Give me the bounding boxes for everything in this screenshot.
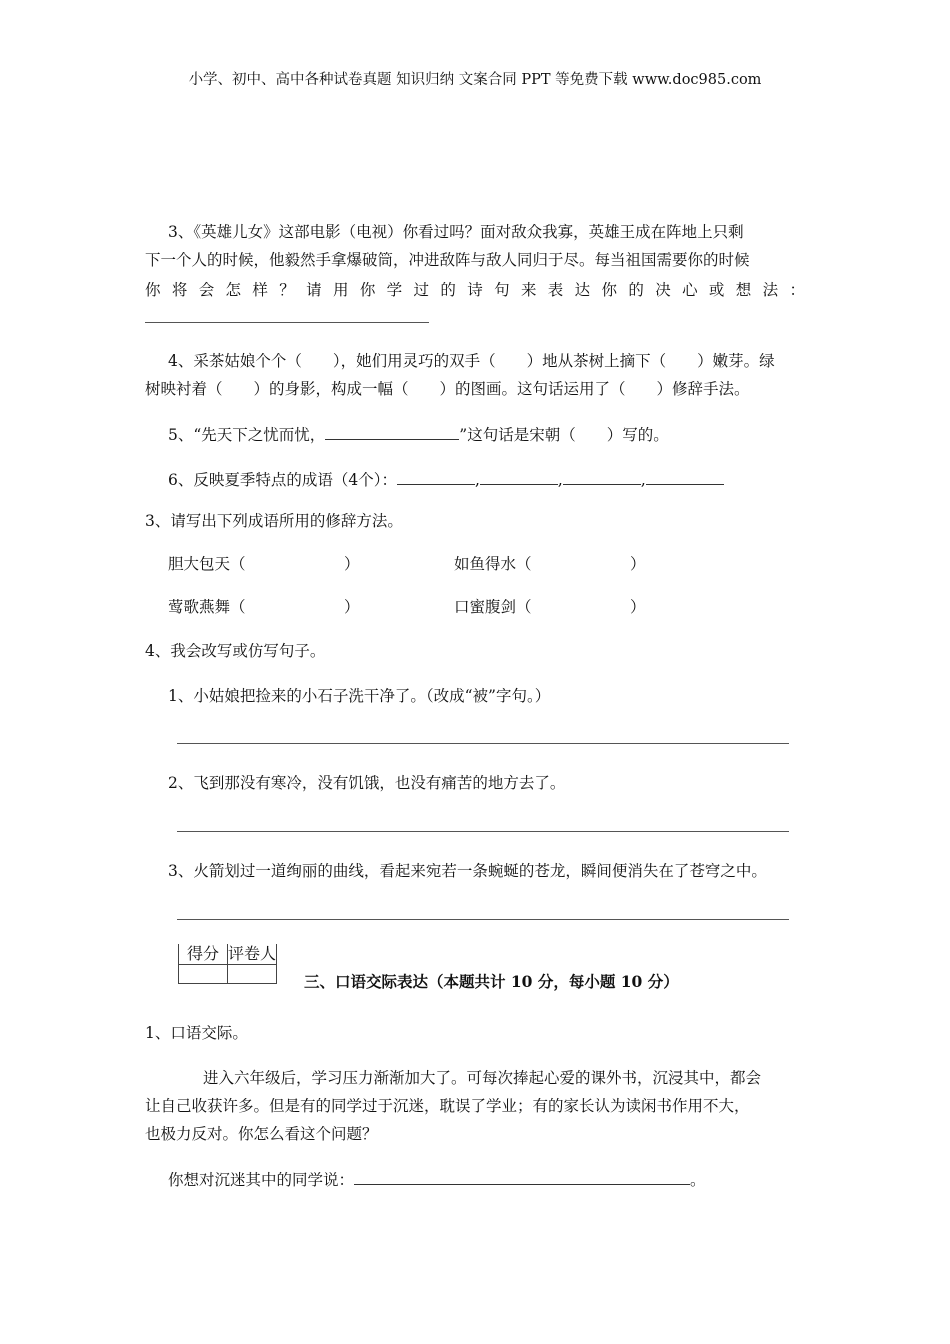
grader-label: 评卷人 (228, 944, 277, 963)
rewrite-item-1: 1、小姑娘把捡来的小石子洗干净了。（改成“被”字句。） (168, 687, 551, 705)
q5-line (168, 423, 669, 445)
rewrite-answer-line-3[interactable] (177, 919, 789, 920)
answer-end: 。 (690, 1171, 706, 1189)
section3-para-line3: 也极力反对。你怎么看这个问题？ (145, 1125, 378, 1143)
answer-blank[interactable] (354, 1168, 690, 1185)
rewrite-answer-line-1[interactable] (177, 743, 789, 744)
q3-answer-line[interactable] (145, 322, 429, 323)
q6-sep-3: , (640, 471, 646, 489)
rhetoric-close-3: ） (344, 598, 360, 616)
section3-para-line2: 让自己收获许多。但是有的同学过于沉迷，耽误了学业；有的家长认为读闲书作用不大， (145, 1097, 750, 1115)
q6-label: 6、反映夏季特点的成语（4个）： (168, 471, 397, 489)
q6-sep-2: , (557, 471, 563, 489)
q6-blank-3[interactable] (563, 468, 641, 485)
q6-blank-4[interactable] (646, 468, 724, 485)
q5-before: 5、“先天下之忧而忧， (168, 426, 326, 444)
q3-line2: 下一个人的时候，他毅然手拿爆破筒，冲进敌阵与敌人同归于尽。每当祖国需要你的时候 (145, 251, 750, 269)
q6-sep-1: , (474, 471, 480, 489)
q3-line1: 3、《英雄儿女》这部电影（电视）你看过吗？面对敌众我寡，英雄王成在阵地上只剩 (168, 223, 744, 241)
grader-cell[interactable] (228, 965, 277, 984)
q5-after: ”这句话是宋朝（ ）写的。 (459, 426, 669, 444)
rhetoric-item-3: 莺歌燕舞（ (168, 598, 246, 616)
section3-para-line1: 进入六年级后，学习压力渐渐加大了。可每次捧起心爱的课外书，沉浸其中，都会 (203, 1069, 762, 1087)
rhetoric-title: 3、请写出下列成语所用的修辞方法。 (145, 512, 403, 530)
answer-prompt: 你想对沉迷其中的同学说： (168, 1171, 355, 1189)
rhetoric-close-4: ） (630, 598, 646, 616)
rewrite-item-2: 2、飞到那没有寒冷，没有饥饿，也没有痛苦的地方去了。 (168, 774, 566, 792)
q6-line (168, 468, 724, 490)
rewrite-title: 4、我会改写或仿写句子。 (145, 642, 326, 660)
rhetoric-item-4: 口蜜腹剑（ (454, 598, 532, 616)
score-table (178, 944, 277, 984)
q6-blank-1[interactable] (397, 468, 475, 485)
q3-line3: 你将会怎样？请用你学过的诗句来表达你的决心或想法： (145, 281, 805, 299)
score-cell[interactable] (179, 965, 228, 984)
q6-blank-2[interactable] (480, 468, 558, 485)
score-label: 得分 (179, 944, 228, 965)
rewrite-item-3: 3、火箭划过一道绚丽的曲线，看起来宛若一条蜿蜒的苍龙，瞬间便消失在了苍穹之中。 (168, 862, 767, 880)
q4-line2: 树映衬着（ ）的身影，构成一幅（ ）的图画。这句话运用了（ ）修辞手法。 (145, 380, 750, 398)
rhetoric-close-1: ） (344, 555, 360, 573)
section3-title: 三、口语交际表达（本题共计 10 分，每小题 10 分） (304, 972, 679, 991)
rhetoric-item-1: 胆大包天（ (168, 555, 246, 573)
rewrite-answer-line-2[interactable] (177, 831, 789, 832)
section3-answer-line (168, 1168, 706, 1190)
rhetoric-close-2: ） (630, 555, 646, 573)
q4-line1: 4、采茶姑娘个个（ ），她们用灵巧的双手（ ）地从茶树上摘下（ ）嫩芽。绿 (168, 352, 775, 370)
rhetoric-item-2: 如鱼得水（ (454, 555, 532, 573)
section3-q1: 1、口语交际。 (145, 1024, 248, 1042)
q5-blank[interactable] (325, 423, 459, 440)
page-header: 小学、初中、高中各种试卷真题 知识归纳 文案合同 PPT 等免费下载 www.doc985.com (188, 72, 762, 88)
